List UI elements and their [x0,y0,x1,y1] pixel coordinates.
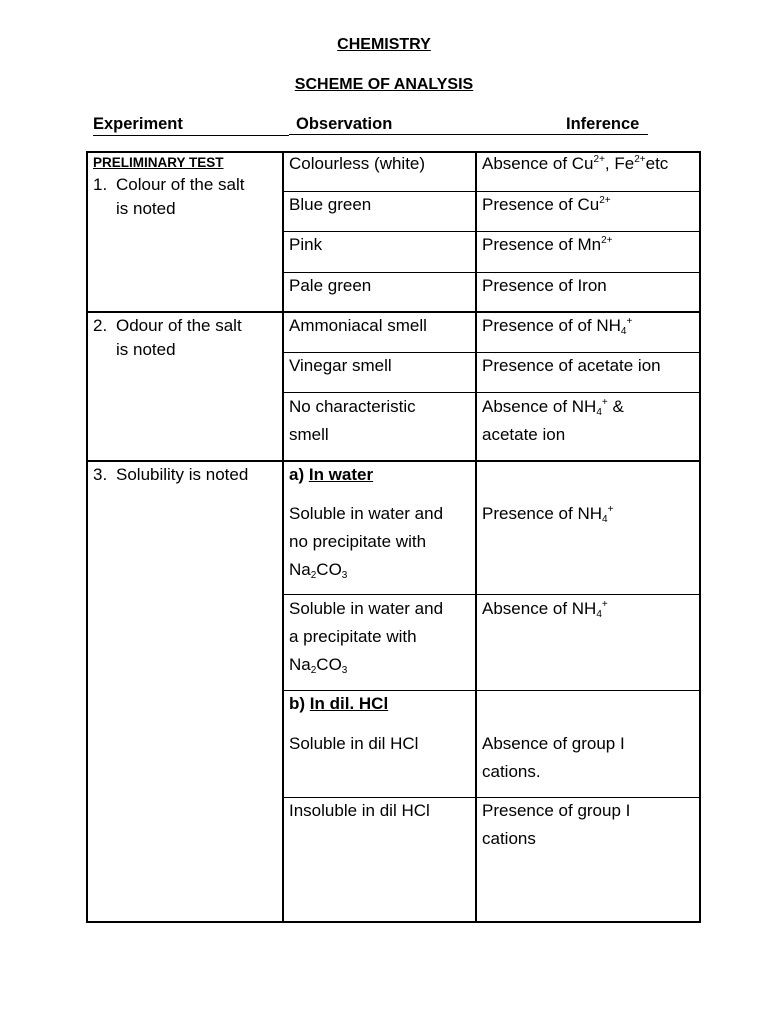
experiment-solubility [93,463,278,487]
observation-cell: Soluble in water and no precipitate with $Na_2CO_3$ [289,504,444,581]
preliminary-test-label: PRELIMINARY TEST [93,155,224,170]
section-rule [86,460,701,462]
observation-cell: Colourless (white) [289,154,426,173]
in-hcl-heading: b) In dil. HCl [289,694,389,713]
observation-cell: Insoluble in dil HCl [289,801,430,820]
inference-cell: Presence of $NH_4^+$ [482,504,614,525]
experiment-text: Odour of the salt [116,316,242,335]
table-divider-col2 [475,151,477,923]
subject-title: CHEMISTRY [337,36,431,53]
experiment-text: Solubility is noted [116,465,249,484]
column-header-inference: Inference [486,115,648,135]
observation-cell: No characteristic smell [289,397,416,444]
observation-cell: Soluble in dil HCl [289,734,419,753]
inference-cell: Presence of group I cations [482,801,631,848]
observation-cell: Blue green [289,195,372,214]
inference-cell: Absence of $Cu^{2+}$, $Fe^{2+}etc$ [482,154,669,173]
experiment-odour [93,314,278,362]
item-number: 2. [93,316,108,335]
inference-cell: Presence of $Cu^{2+}$ [482,195,611,214]
inference-cell: Presence of Iron [482,276,607,295]
inference-cell: Presence of acetate ion [482,356,661,375]
observation-cell: Pink [289,235,323,254]
inference-cell: Absence of group I cations. [482,734,625,781]
observation-cell: Pale green [289,276,372,295]
experiment-text: is noted [116,340,176,359]
observation-cell: Ammoniacal smell [289,316,427,335]
experiment-text: is noted [116,199,176,218]
item-number: 3. [93,465,108,484]
table-divider-col1 [282,151,284,923]
experiment-colour [93,173,278,221]
observation-cell: Vinegar smell [289,356,392,375]
observation-cell: Soluble in water and a precipitate with $Na_2CO_3$ [289,599,444,676]
column-header-observation: Observation [289,115,486,135]
inference-cell: Absence of $NH_4^+$ [482,599,608,620]
inference-cell: Presence of of $NH_4^+$ [482,316,633,337]
column-header-experiment: Experiment [93,115,289,136]
experiment-text: Colour of the salt [116,175,245,194]
in-water-heading: a) In water [289,465,374,484]
inference-cell: Absence of $NH_4^+$ & acetate ion [482,397,624,444]
document-title: SCHEME OF ANALYSIS [294,76,474,93]
item-number: 1. [93,175,108,194]
inference-cell: Presence of $Mn^{2+}$ [482,235,613,254]
